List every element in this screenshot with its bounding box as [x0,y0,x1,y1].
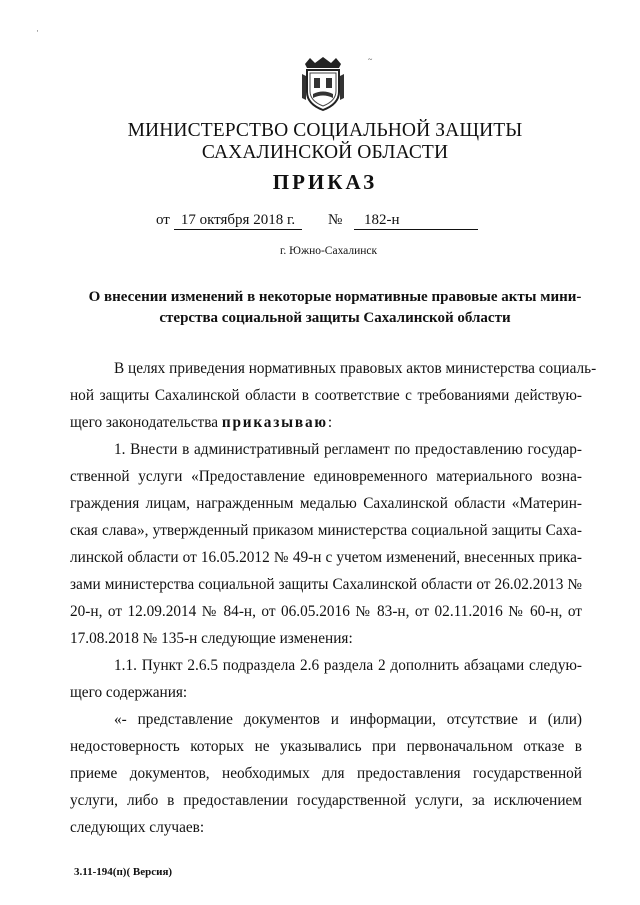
text-line [70,409,582,436]
ministry-name-line2: САХАЛИНСКОЙ ОБЛАСТИ [201,142,449,163]
text-line: 1. Внести в административный регламент по предоставлению государ- [114,441,582,458]
subject-line: О внесении изменений в некоторые нормативные правовые акты мини- [88,289,582,305]
text-line: линской области от 16.05.2012 № 49-н с учетом изменений, внесенных прика- [70,549,582,566]
date-number-line [0,212,640,234]
text-line: 17.08.2018 № 135-н следующие изменения: [70,630,353,647]
text-line: граждения лицам, награжденным медалью Сахалинской области «Материн- [70,495,582,512]
scan-stroke-mark: ~ [368,55,373,64]
text-line: недостоверность которых не указывались при первоначальном отказе в [70,738,582,755]
text-line: ская слава», утвержденный приказом министерства социальной защиты Саха- [70,522,582,539]
item-1-1-paragraph [70,652,582,706]
text-line: 20-н, от 12.09.2014 № 84-н, от 06.05.2016 № 83-н, от 02.11.2016 № 60-н, от [70,603,582,620]
text-line: 1.1. Пункт 2.6.5 подраздела 2.6 раздела 2 дополнить абзацами следую- [114,657,582,674]
number-prefix: № [328,212,343,228]
preamble-text: щего законодательства [70,414,222,431]
text-line: В целях приведения нормативных правовых актов министерства социаль- [114,360,597,377]
text-line: услуги, либо в предоставлении государственной услуги, за исключением [70,792,582,809]
quoted-amendment [70,706,582,841]
text-line: приеме документов, необходимых для предоставления государственной [70,765,582,782]
preamble-colon: : [327,414,333,431]
document-code: 3.11-194(п)( Версия) [74,866,173,878]
order-number: 182-н [354,212,478,230]
order-subject [70,287,600,329]
text-line: зами министерства социальной защиты Сахалинской области от 26.02.2013 № [70,576,582,593]
subject-line: стерства социальной защиты Сахалинской области [159,310,511,326]
preamble-paragraph [70,355,597,436]
order-verb: приказываю [221,414,328,431]
text-line: ственной услуги «Предоставление единовременного материального возна- [70,468,582,485]
text-line: «- представление документов и информации, отсутствие и (или) [114,711,582,728]
ministry-name-line1: МИНИСТЕРСТВО СОЦИАЛЬНОЙ ЗАЩИТЫ [127,120,523,141]
city-line: г. Южно-Сахалинск [280,245,378,257]
order-date: 17 октября 2018 г. [174,212,302,230]
scan-dot-mark: · [36,26,39,36]
item-1-paragraph [70,436,582,652]
text-line: ной защиты Сахалинской области в соответствие с требованиями действую- [70,387,582,404]
date-prefix: от [156,212,170,228]
coat-of-arms-emblem [301,54,345,112]
text-line: следующих случаев: [70,819,205,836]
order-title: ПРИКАЗ [272,170,378,194]
text-line: щего содержания: [70,684,188,701]
